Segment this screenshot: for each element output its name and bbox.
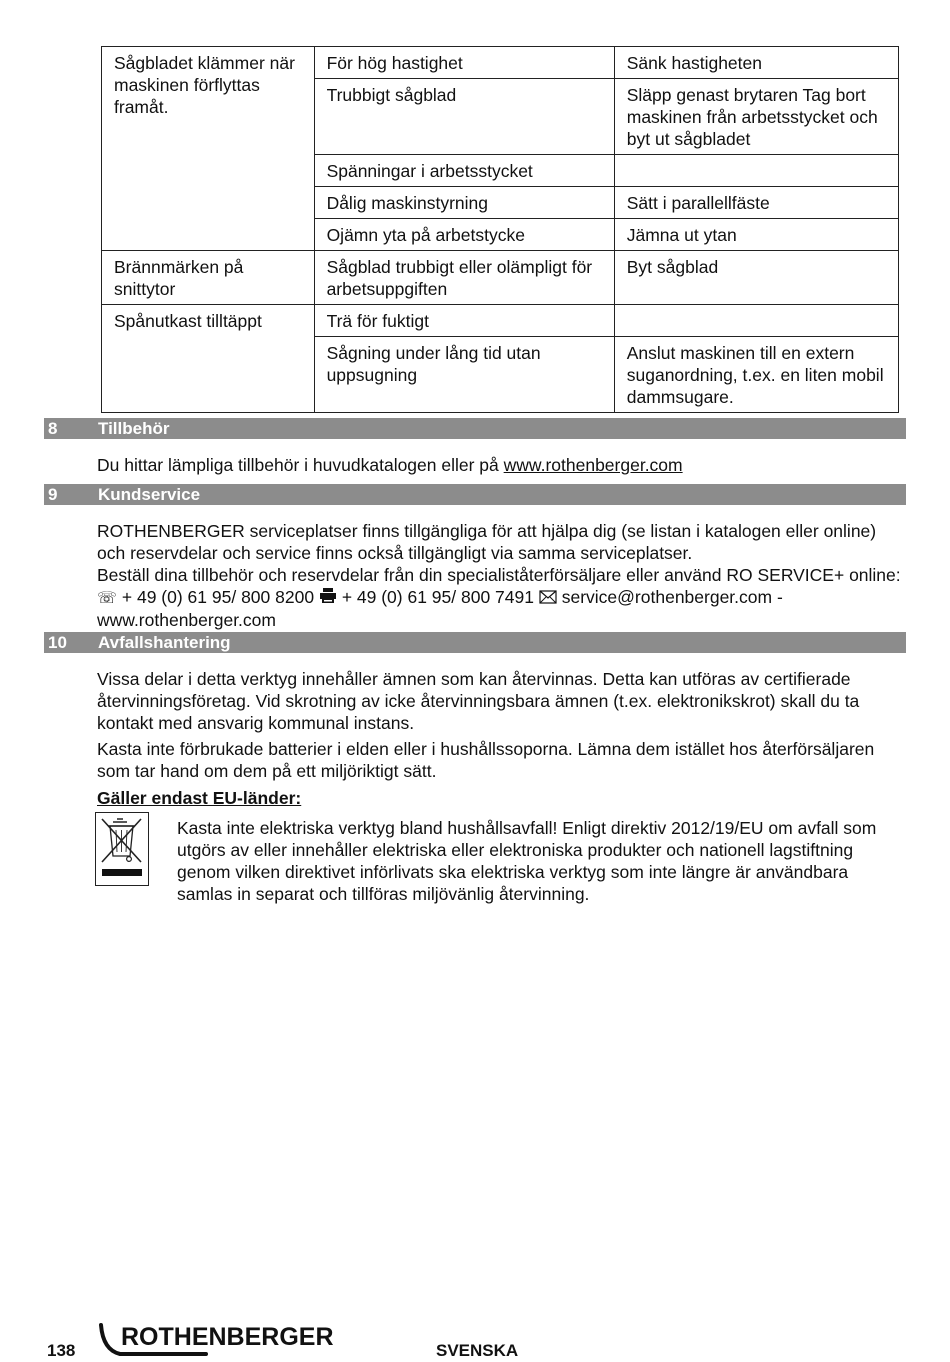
troubleshooting-table (101, 46, 899, 413)
envelope-icon (539, 590, 557, 604)
cause-cell: Trubbigt sågblad (314, 79, 614, 155)
table-row (102, 305, 899, 337)
eu-disposal-text: Kasta inte elektriska verktyg bland hushållsavfall! Enligt direktiv 2012/19/EU om avfall som utgörs av eller innehåller elektriska eller elektroniska produkter och nationell lagstiftning genom vilken direktivet införlivats ska elektriska verktyg som inte längre är användbara samlas in separat och tillföras miljövänlig återvinning. (177, 818, 877, 904)
cause-cell: Dålig maskinstyrning (314, 187, 614, 219)
telephone-icon: ☏ (97, 588, 118, 607)
remedy-cell: Sätt i parallellfäste (614, 187, 898, 219)
section-number: 9 (48, 485, 58, 504)
section-title: Tillbehör (98, 419, 170, 438)
remedy-cell: Sänk hastigheten (614, 47, 898, 79)
section-number: 10 (48, 633, 67, 652)
problem-cell: Brännmärken på snittytor (102, 251, 315, 305)
section-header-10 (44, 632, 906, 653)
rothenberger-logo (96, 1322, 356, 1358)
remedy-cell: Byt sågblad (614, 251, 898, 305)
page-number: 138 (47, 1341, 76, 1360)
language-label: SVENSKA (436, 1341, 519, 1360)
remedy-cell: Anslut maskinen till en extern suganordning, t.ex. en liten mobil dammsugare. (614, 337, 898, 413)
phone-number: + 49 (0) 61 95/ 800 8200 (121, 587, 315, 607)
section-title: Kundservice (98, 485, 201, 504)
section-10-body (97, 668, 905, 782)
section-9-body (97, 520, 905, 631)
remedy-cell (614, 305, 898, 337)
cause-cell: Sågblad trubbigt eller olämpligt för arbetsuppgiften (314, 251, 614, 305)
cause-cell: Sågning under lång tid utan uppsugning (314, 337, 614, 413)
battery-text: Kasta inte förbrukade batterier i elden eller i hushållssoporna. Lämna dem istället hos återförsäljaren som tar hand om dem på ett miljöriktigt sätt. (97, 739, 875, 781)
recycling-text: Vissa delar i detta verktyg innehåller ämnen som kan återvinnas. Detta kan utföras av certifierade återvinningsföretag. Vid skrotning av icke återvinningsbara ämnen (t.ex. elektronikskrot) skall du ta kontakt med ansvarig kommunal instans. (97, 669, 860, 733)
section-header-9 (44, 484, 906, 505)
eu-only-heading: Gäller endast EU-länder: (97, 788, 302, 808)
remedy-cell: Jämna ut ytan (614, 219, 898, 251)
service-text: ROTHENBERGER serviceplatser finns tillgängliga för att hjälpa dig (se listan i katalogen eller online) och reservdelar och service finns också tillgängligt via samma serviceplatser. (97, 521, 877, 563)
remedy-cell: Släpp genast brytaren Tag bort maskinen från arbetsstycket och byt ut sågbladet (614, 79, 898, 155)
website-link[interactable]: www.rothenberger.com (503, 455, 683, 475)
table-row (102, 47, 899, 79)
section-title: Avfallshantering (98, 633, 231, 652)
problem-cell: Spånutkast tilltäppt (102, 305, 315, 413)
section-header-8 (44, 418, 906, 439)
remedy-cell (614, 155, 898, 187)
fax-icon (319, 587, 337, 604)
email-link[interactable]: service@rothenberger.com - (561, 587, 783, 607)
logo-wordmark: ROTHENBERGER (121, 1323, 334, 1351)
cause-cell: För hög hastighet (314, 47, 614, 79)
crossed-out-wheelie-bin-icon (95, 812, 149, 886)
problem-cell: Sågbladet klämmer när maskinen förflyttas framåt. (102, 47, 315, 251)
order-text: Beställ dina tillbehör och reservdelar från din specialiståterförsäljare eller använd RO SERVICE+ online: (97, 565, 901, 585)
cause-cell: Trä för fuktigt (314, 305, 614, 337)
table-row (102, 251, 899, 305)
cause-cell: Ojämn yta på arbetstycke (314, 219, 614, 251)
cause-cell: Spänningar i arbetsstycket (314, 155, 614, 187)
section-8-body (97, 454, 905, 476)
section-number: 8 (48, 419, 58, 438)
fax-number: + 49 (0) 61 95/ 800 7491 (341, 587, 534, 607)
website-link[interactable]: www.rothenberger.com (97, 610, 276, 630)
accessories-text: Du hittar lämpliga tillbehör i huvudkatalogen eller på (97, 455, 499, 475)
